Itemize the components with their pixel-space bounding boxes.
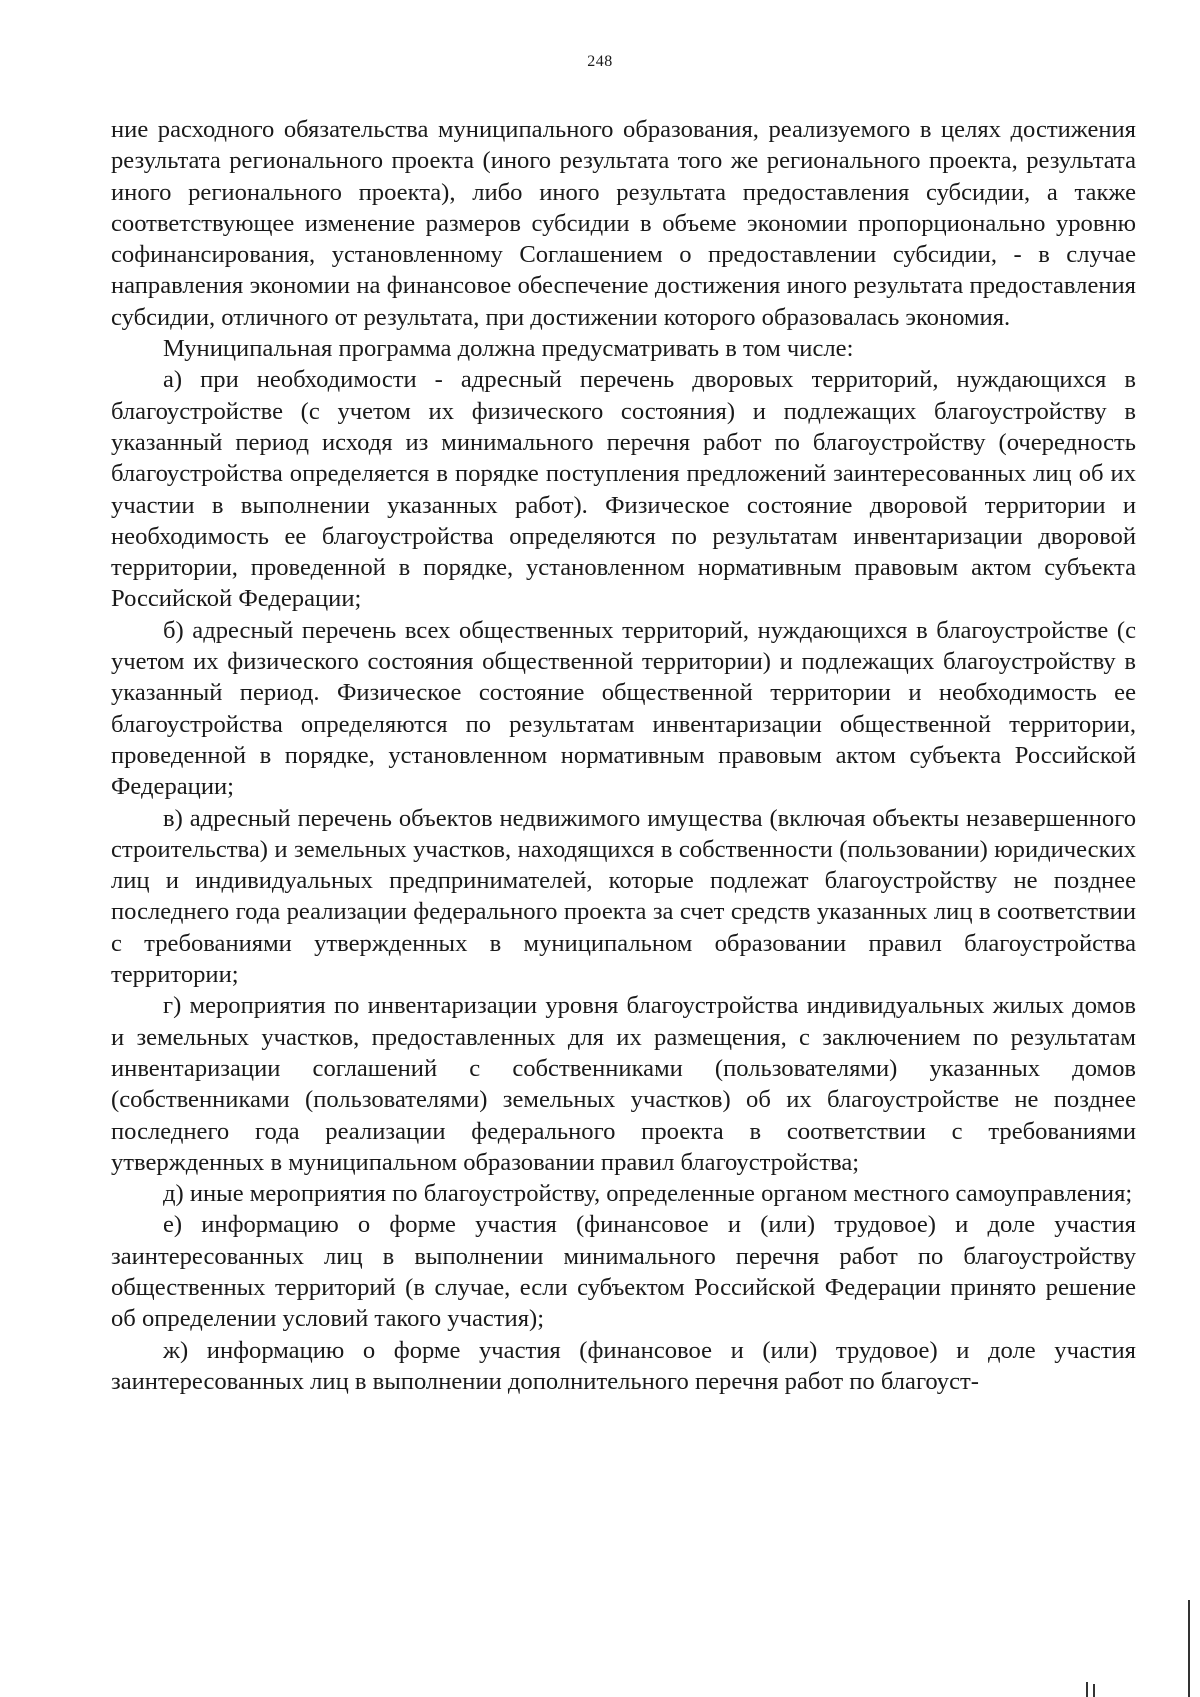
page-number: 248 [587,53,613,70]
list-item-zh: ж) информацию о форме участия (финансовое и (или) трудовое) и доле участия заинтересованных лиц в выполнении дополнительного перечня работ по благоуст- [111,1336,1136,1395]
scan-edge-mark [1093,1684,1095,1697]
paragraph-continuation: ние расходного обязательства муниципального образования, реализуемого в целях достижения результата регионального проекта (иного результата того же регионального проекта, результата иного регионального проекта), либо иного результата предоставления субсидии, а также соответствующее изменение размеров субсидии в объеме экономии пропорционально уровню софинансирования, установленному Соглашением о предоставлении субсидии, - в случае направления экономии на финансовое обеспечение достижения иного результата предоставления субсидии, отличного от результата, при достижении которого образовалась экономия. [111,116,1136,331]
scan-edge-mark [1086,1682,1088,1697]
paragraph-program-requirements: Муниципальная программа должна предусматривать в том числе: [163,335,854,363]
scan-edge-mark [1188,1600,1190,1697]
document-body [111,114,1136,1397]
list-item-e: е) информацию о форме участия (финансовое и (или) трудовое) и доле участия заинтересованных лиц в выполнении минимального перечня работ по благоустройству общественных территорий (в случае, если субъектом Российской Федерации принято решение об определении условий такого участия); [111,1211,1136,1333]
list-item-a: а) при необходимости - адресный перечень дворовых территорий, нуждающихся в благоустройстве (с учетом их физического состояния) и подлежащих благоустройству в указанный период исходя из минимального перечня работ по благоустройству (очередность благоустройства определяется в порядке поступления предложений заинтересованных лиц об их участии в выполнении указанных работ). Физическое состояние дворовой территории и необходимость ее благоустройства определяются по результатам инвентаризации дворовой территории, проведенной в порядке, установленном нормативным правовым актом субъекта Российской Федерации; [111,366,1136,613]
list-item-b: б) адресный перечень всех общественных территорий, нуждающихся в благоустройстве (с учетом их физического состояния общественной территории) и подлежащих благоустройству в указанный период. Физическое состояние общественной территории и необходимость ее благоустройства определяются по результатам инвентаризации общественной территории, проведенной в порядке, установленном нормативным правовым актом субъекта Российской Федерации; [111,616,1136,801]
list-item-v: в) адресный перечень объектов недвижимого имущества (включая объекты незавершенного строительства) и земельных участков, находящихся в собственности (пользовании) юридических лиц и индивидуальных предпринимателей, которые подлежат благоустройству не позднее последнего года реализации федерального проекта за счет средств указанных лиц в соответствии с требованиями утвержденных в муниципальном образовании правил благоустройства территории; [111,804,1136,989]
list-item-d: д) иные мероприятия по благоустройству, определенные органом местного самоуправления; [163,1180,1133,1208]
list-item-g: г) мероприятия по инвентаризации уровня благоустройства индивидуальных жилых домов и земельных участков, предоставленных для их размещения, с заключением по результатам инвентаризации соглашений с собственниками (пользователями) указанных домов (собственниками (пользователями) земельных участков) об их благоустройстве не позднее последнего года реализации федерального проекта в соответствии с требованиями утвержденных в муниципальном образовании правил благоустройства; [111,992,1136,1176]
